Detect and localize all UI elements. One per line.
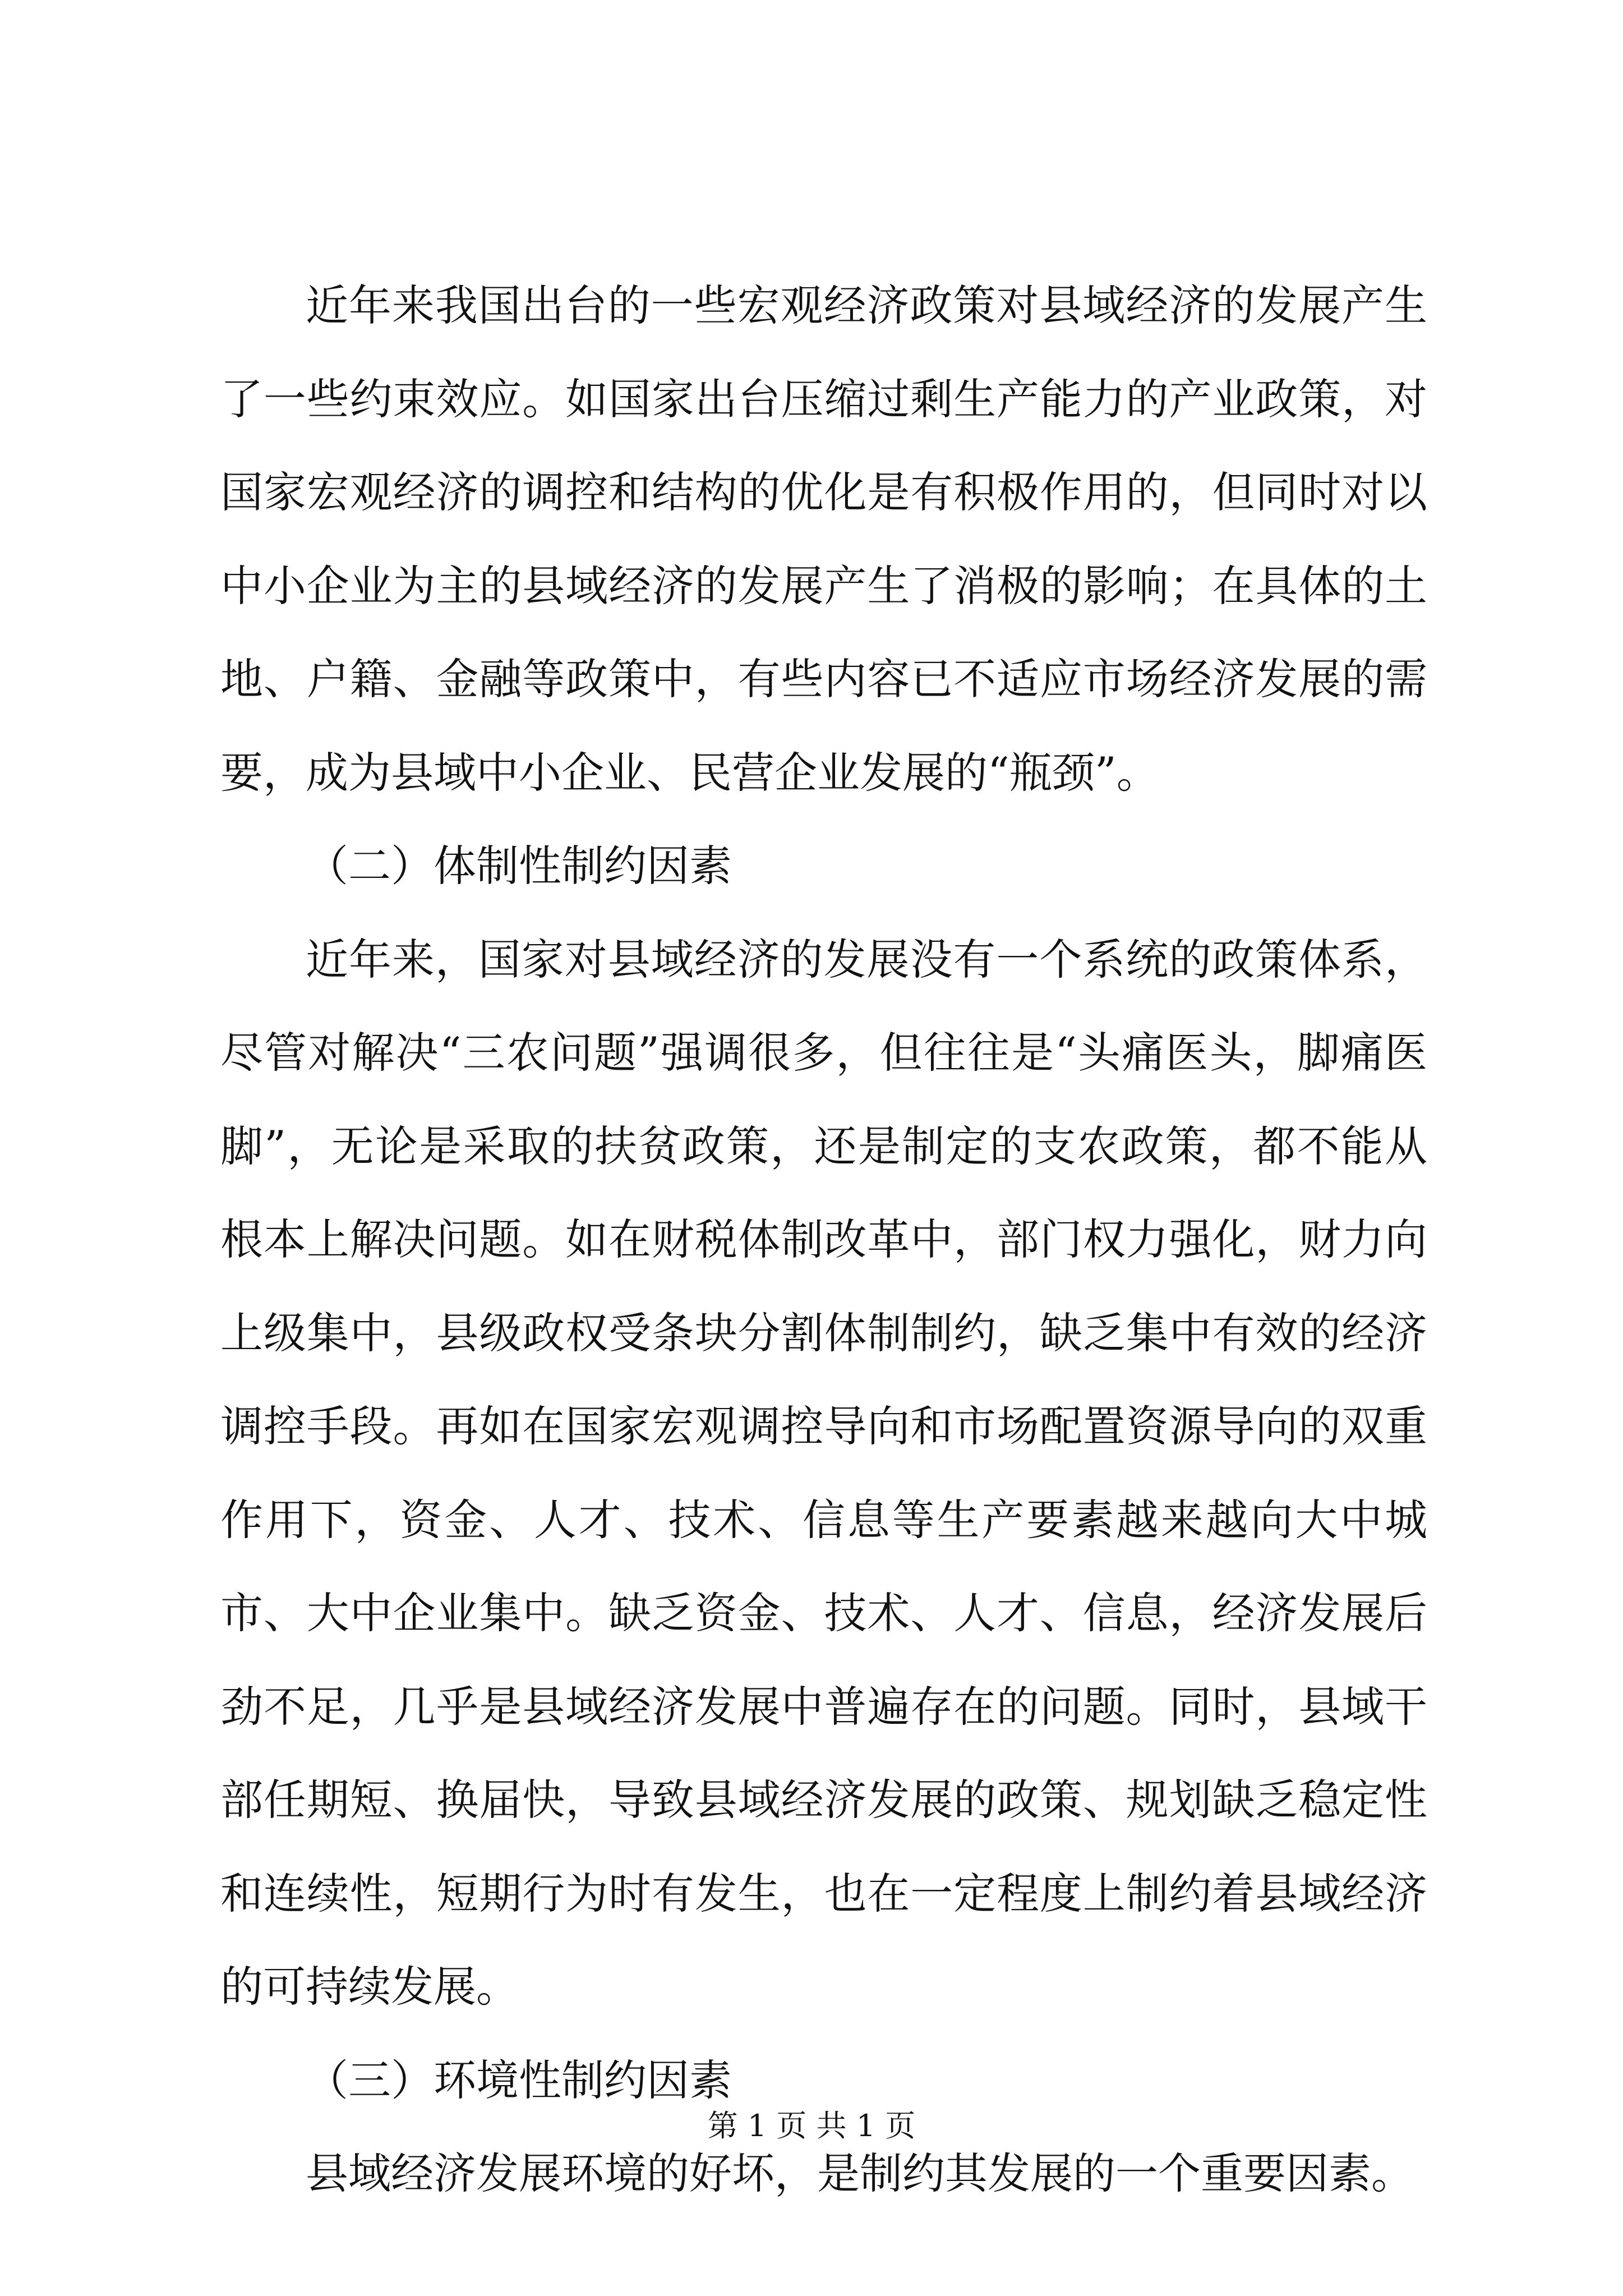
paragraph-policy-constraints: 近年来我国出台的一些宏观经济政策对县域经济的发展产生了一些约束效应。如国家出台压缩过剩生产能力的产业政策，对国家宏观经济的调控和结构的优化是有积极作用的，但同时对以中小企业为主的县域经济的发展产生了消极的影响；在具体的土地、户籍、金融等政策中，有些内容已不适应市场经济发展的需要，成为县域中小企业、民营企业发展的“瓶颈”。 [220, 280, 1427, 798]
paragraph-institutional-constraints: 近年来，国家对县域经济的发展没有一个系统的政策体系，尽管对解决“三农问题”强调很多，但往往是“头痛医头，脚痛医脚”，无论是采取的扶贫政策，还是制定的支农政策，都不能从根本上解决问题。如在财税体制改革中，部门权力强化，财力向上级集中，县级政权受条块分割体制制约，缺乏集中有效的经济调控手段。再如在国家宏观调控导向和市场配置资源导向的双重作用下，资金、人才、技术、信息等生产要素越来越向大中城市、大中企业集中。缺乏资金、技术、人才、信息，经济发展后劲不足，几乎是县域经济发展中普遍存在的问题。同时，县域干部任期短、换届快，导致县域经济发展的政策、规划缺乏稳定性和连续性，短期行为时有发生，也在一定程度上制约着县域经济的可持续发展。 [220, 934, 1427, 2012]
section-heading-environmental: （三）环境性制约因素 [306, 2055, 732, 2105]
document-body [220, 259, 1427, 2221]
page-footer: 第 1 页 共 1 页 [707, 2108, 916, 2143]
paragraph-environmental-constraints: 县域经济发展环境的好坏，是制约其发展的一个重要因素。 [306, 2148, 1414, 2198]
section-heading-institutional: （二）体制性制约因素 [306, 841, 732, 891]
